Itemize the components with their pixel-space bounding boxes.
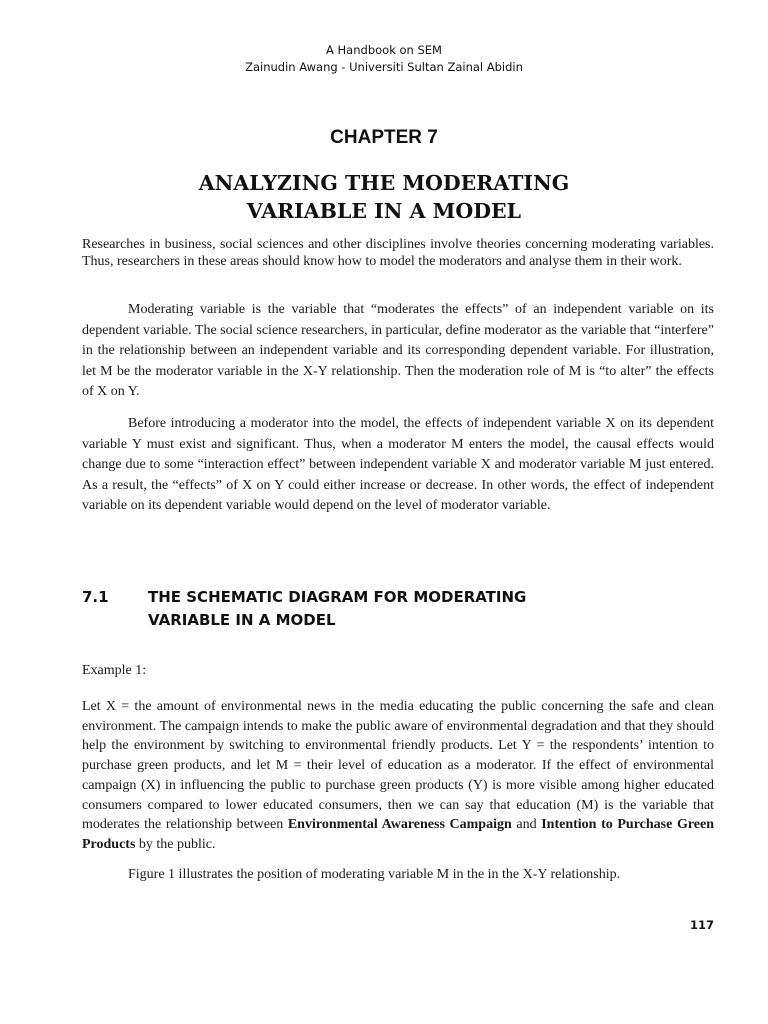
chapter-title-line-2: VARIABLE IN A MODEL <box>246 199 522 223</box>
chapter-title <box>0 169 768 225</box>
section-heading <box>82 586 714 632</box>
example-text-part-1: Let X = the amount of environmental news in the media educating the public concerning the safe and clean environment. The campaign intends to make the public aware of environmental degradation and that they should help the environment by switching to environmental friendly products. Let Y = the respondents’ intention to purchase green products, and let M = their level of education as a moderator. If the effect of environmental campaign (X) in influencing the public to purchase green products (Y) is more visible among higher educated consumers compared to lower educated consumers, then we can say that education (M) is the variable that moderates the relationship between <box>82 699 714 833</box>
section-title-line-1: THE SCHEMATIC DIAGRAM FOR MODERATING <box>148 588 527 606</box>
book-title: A Handbook on SEM <box>326 43 442 57</box>
example-label: Example 1: <box>82 663 147 678</box>
moderator-effect-paragraph: Before introducing a moderator into the model, the effects of independent variable X on its dependent variable Y must exist and significant. Thus, when a moderator M enters the model, the causal effects would change due to some “interaction effect” between independent variable X and moderator variable M just entered. As a result, the “effects” of X on Y could either increase or decrease. In other words, the effect of independent variable on its dependent variable would depend on the level of moderator variable. <box>82 416 714 513</box>
example-text-part-3: by the public. <box>135 836 216 852</box>
page-number: 117 <box>689 918 714 932</box>
running-header <box>0 42 768 76</box>
chapter-label: CHAPTER 7 <box>330 127 438 148</box>
moderating-definition-paragraph: Moderating variable is the variable that “moderates the effects” of an independent variable on its dependent variable. The social science researchers, in particular, define moderator as the variable that “interfere” in the relationship between an independent variable and its corresponding dependent variable. For illustration, let M be the moderator variable in the X-Y relationship. Then the moderation role of M is “to alter” the effects of X on Y. <box>82 302 714 399</box>
chapter-title-line-1: ANALYZING THE MODERATING <box>198 171 570 195</box>
section-title-line-2: VARIABLE IN A MODEL <box>148 611 336 629</box>
section-number: 7.1 <box>82 588 109 606</box>
intro-paragraph: Researches in business, social sciences and other disciplines involve theories concerning moderating variables. Thus, researchers in these areas should know how to model the moderators and analyse them in their work. <box>82 237 714 269</box>
example-paragraph <box>82 697 714 855</box>
section-title <box>148 586 608 632</box>
figure-reference-paragraph: Figure 1 illustrates the position of moderating variable M in the in the X-Y relationship. <box>128 867 621 882</box>
bold-term-purchase-intention: Intention to Purchase Green Products <box>82 817 715 852</box>
bold-term-environmental-campaign: Environmental Awareness Campaign <box>287 817 512 833</box>
example-text-part-2: and <box>511 817 542 833</box>
author-affiliation: Zainudin Awang - Universiti Sultan Zainal Abidin <box>245 60 523 74</box>
